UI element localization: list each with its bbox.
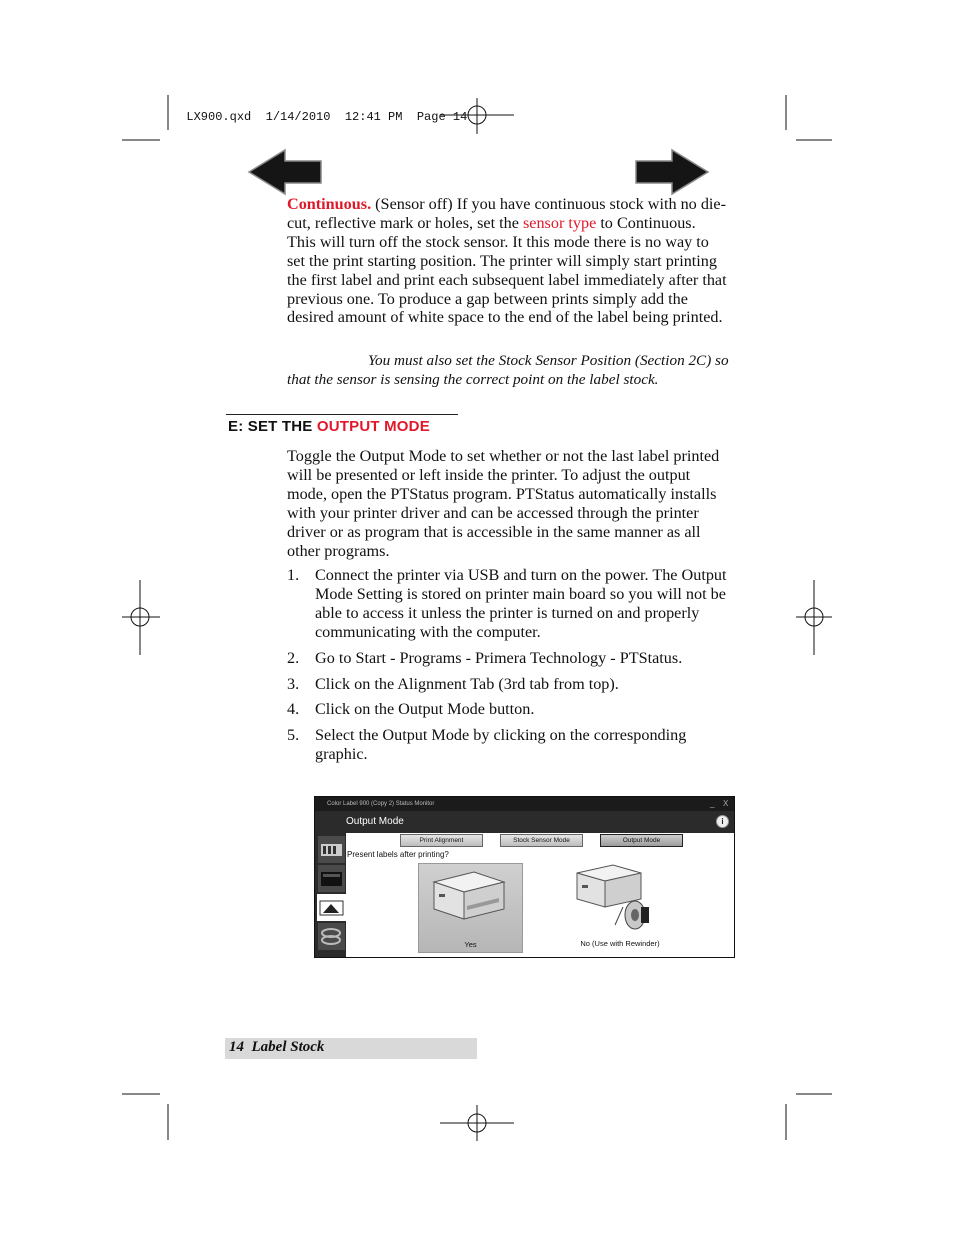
tab-status[interactable] <box>318 836 345 863</box>
continuous-rest: to Continuous. This will turn off the stock sensor. It this mode there is no way to set the print starting position. The printer will simply start printing the first label and print each subsequent label immediately after that previous one. To produce a gap between prints simply add the desired amount of white space to the end of the label being printed. <box>287 213 727 327</box>
print-alignment-button[interactable]: Print Alignment <box>400 834 483 847</box>
file-name: LX900.qxd <box>186 110 252 124</box>
file-header <box>172 96 467 124</box>
option-yes-label: Yes <box>464 940 477 949</box>
window-title: Color Label 900 (Copy 2) Status Monitor <box>327 801 435 807</box>
rewinder-tab-icon <box>318 923 345 950</box>
file-page-label: Page 14 <box>416 110 468 124</box>
steps-list <box>287 566 732 771</box>
option-yes[interactable] <box>418 863 523 953</box>
step-text: Select the Output Mode by clicking on the corresponding graphic. <box>315 726 687 764</box>
option-no-label: No (Use with Rewinder) <box>580 939 660 948</box>
present-labels-question: Present labels after printing? <box>347 850 449 859</box>
option-no-rewinder[interactable] <box>565 863 675 951</box>
window-titlebar <box>315 797 734 811</box>
left-arrow-icon[interactable] <box>247 148 323 196</box>
side-tab-bar <box>315 833 346 957</box>
section-heading <box>228 418 430 435</box>
step-text: Click on the Alignment Tab (3rd tab from top). <box>315 674 619 693</box>
printer-image <box>419 864 522 938</box>
file-date: 1/14/2010 <box>265 110 331 124</box>
tab-printer[interactable] <box>318 865 345 892</box>
step-number: 3. <box>287 674 300 693</box>
step-item <box>287 726 732 764</box>
minimize-button[interactable]: _ <box>710 799 715 808</box>
output-mode-intro: Toggle the Output Mode to set whether or not the last label printed will be presented or left inside the printer. To adjust the output mode, open the PTStatus program. PTStatus automatically installs with your printer driver and can be accessed through the printer driver or as program that is accessible in the same manner as all other programs. <box>287 447 720 560</box>
section-heading-prefix: E: SET THE <box>228 418 317 435</box>
step-item <box>287 675 732 694</box>
step-item <box>287 566 732 642</box>
step-number: 2. <box>287 648 300 667</box>
step-item <box>287 649 732 668</box>
step-number: 4. <box>287 700 300 719</box>
continuous-term: Continuous. <box>287 195 372 213</box>
close-button[interactable]: X <box>723 799 729 808</box>
status-monitor-window <box>314 796 735 958</box>
tab-rewinder[interactable] <box>318 923 345 950</box>
output-mode-heading: Output Mode <box>346 816 404 827</box>
printer-rewinder-image <box>565 863 675 939</box>
right-arrow-icon[interactable] <box>634 148 710 196</box>
info-icon[interactable]: i <box>716 815 729 828</box>
step-text: Go to Start - Programs - Primera Technology - PTStatus. <box>315 648 683 667</box>
step-text: Click on the Output Mode button. <box>315 700 535 719</box>
step-item <box>287 700 732 719</box>
sensor-note-text: You must also set the Stock Sensor Position (Section 2C) so that the sensor is sensing the correct point on the label stock. <box>287 352 729 388</box>
output-mode-button[interactable]: Output Mode <box>600 834 683 847</box>
status-tab-icon <box>318 836 345 863</box>
step-number: 5. <box>287 726 300 745</box>
page-footer <box>229 1039 324 1056</box>
section-rule <box>226 414 458 415</box>
tab-alignment[interactable] <box>317 894 346 921</box>
stock-sensor-mode-button[interactable]: Stock Sensor Mode <box>500 834 583 847</box>
sensor-type-link[interactable]: sensor type <box>522 213 597 232</box>
footer-section: Label Stock <box>251 1039 325 1055</box>
page-number: 14 <box>229 1039 244 1055</box>
sensor-note <box>287 352 732 390</box>
printer-tab-icon <box>318 865 345 892</box>
section-heading-highlight: OUTPUT MODE <box>316 418 430 435</box>
continuous-paragraph <box>287 195 727 327</box>
file-time: 12:41 PM <box>344 110 403 124</box>
window-header <box>315 811 734 833</box>
alignment-tab-icon <box>317 894 346 921</box>
step-text: Connect the printer via USB and turn on the power. The Output Mode Setting is stored on printer main board so you will not be able to access it unless the printer is turned on and properly communicating with the computer. <box>315 566 727 641</box>
continuous-intro: (Sensor off) If you have continuous stock with no die-cut, reflective mark or holes, set the <box>287 195 726 232</box>
step-number: 1. <box>287 566 300 584</box>
